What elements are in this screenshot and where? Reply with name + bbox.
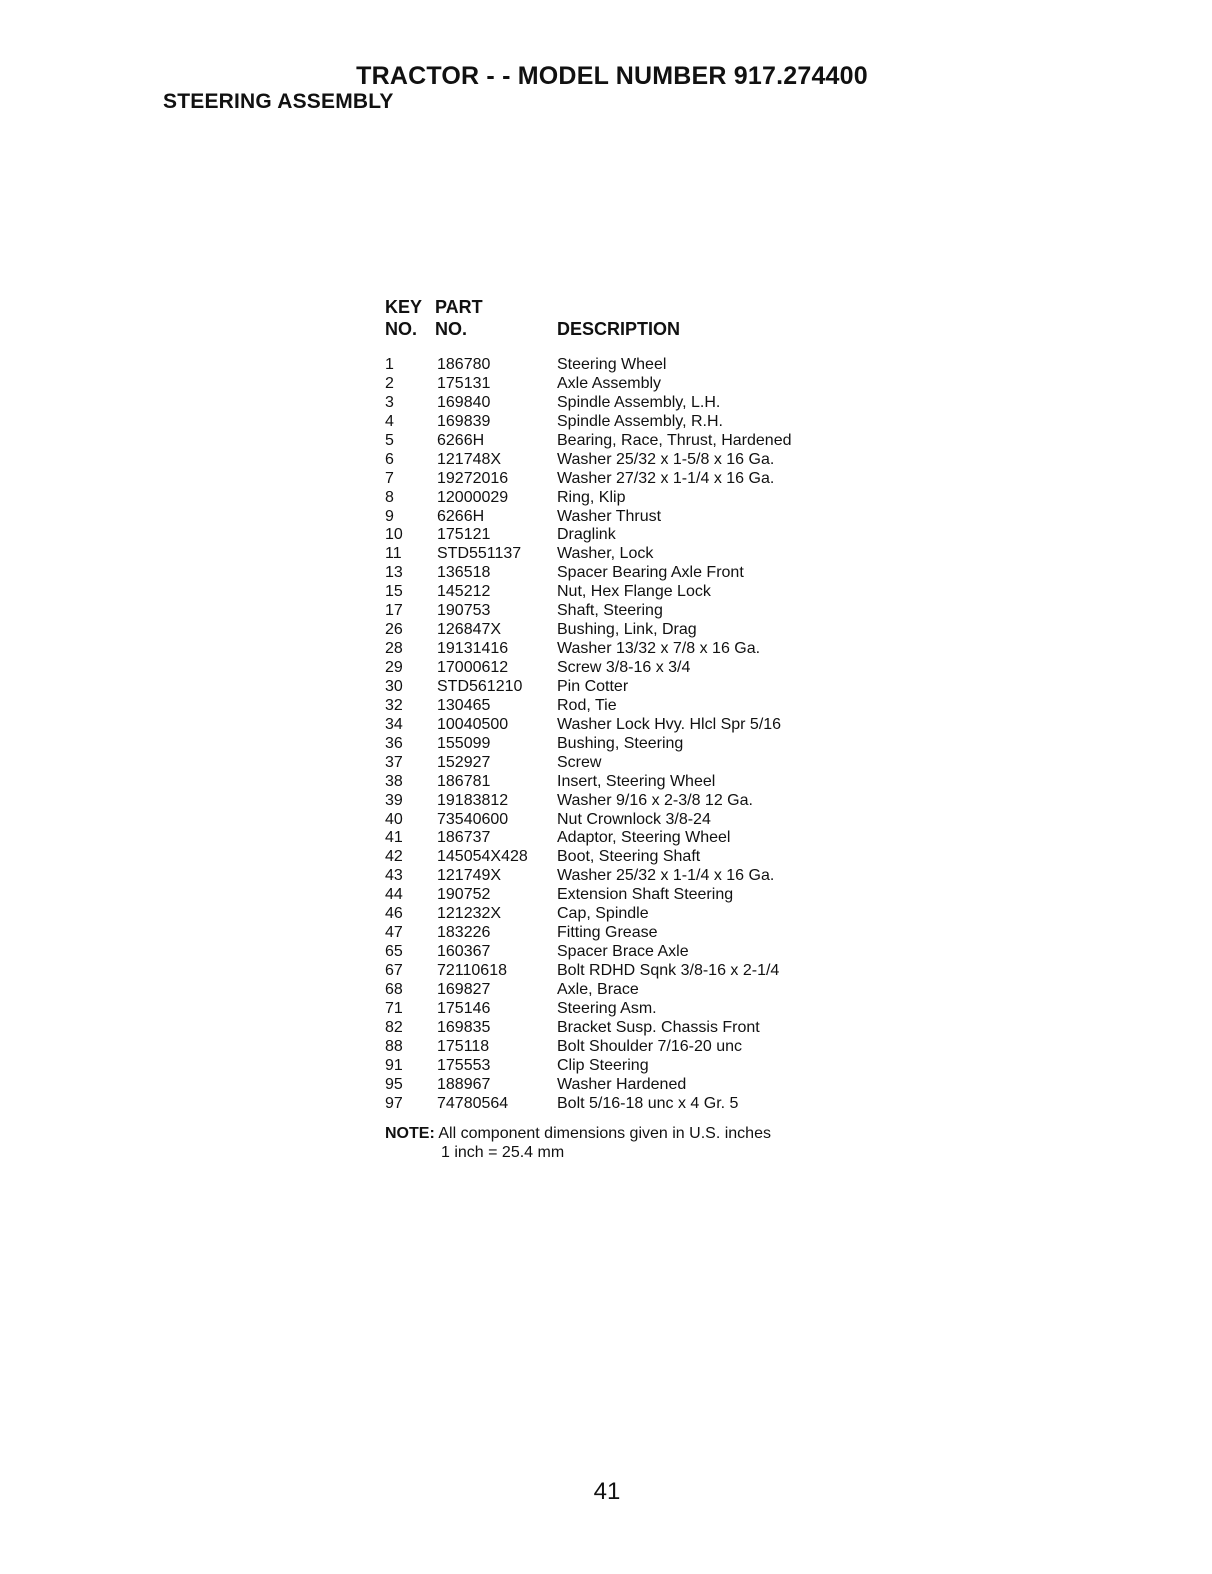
note-conversion: 1 inch = 25.4 mm (441, 1144, 565, 1161)
part-number: 175121 (437, 526, 491, 544)
table-row (385, 678, 855, 697)
part-number: 169839 (437, 412, 491, 430)
part-description: Bracket Susp. Chassis Front (557, 1018, 760, 1036)
part-description: Spindle Assembly, R.H. (557, 412, 723, 430)
page-number: 41 (593, 1478, 621, 1505)
part-number: 74780564 (437, 1094, 509, 1112)
part-number: 175553 (437, 1056, 491, 1074)
key-number: 44 (385, 886, 403, 904)
key-number: 41 (385, 829, 403, 847)
part-description: Fitting Grease (557, 924, 658, 942)
part-description: Axle Assembly (557, 374, 662, 392)
part-description: Washer 25/32 x 1-5/8 x 16 Ga. (557, 450, 775, 468)
header-part-line1: PART (435, 297, 483, 317)
part-number: 190753 (437, 602, 491, 620)
table-row (385, 924, 855, 943)
part-number: 183226 (437, 924, 491, 942)
part-description: Nut Crownlock 3/8-24 (557, 810, 711, 828)
table-row (385, 489, 855, 508)
note-label: NOTE: (385, 1125, 435, 1142)
part-number: 175146 (437, 999, 491, 1017)
part-description: Bushing, Link, Drag (557, 621, 697, 639)
part-number: 169835 (437, 1018, 491, 1036)
key-number: 32 (385, 696, 403, 714)
table-row (385, 526, 855, 545)
part-description: Bearing, Race, Thrust, Hardened (557, 431, 792, 449)
note-text: All component dimensions given in U.S. inches (438, 1125, 771, 1142)
part-number: 72110618 (437, 962, 507, 979)
part-number: 19183812 (437, 791, 509, 809)
part-description: Cap, Spindle (557, 905, 649, 923)
part-description: Ring, Klip (557, 488, 626, 506)
key-number: 95 (385, 1075, 403, 1093)
key-number: 68 (385, 980, 403, 998)
table-row (385, 754, 855, 773)
table-row (385, 1057, 855, 1076)
part-description: Washer Thrust (557, 507, 662, 525)
part-description: Adaptor, Steering Wheel (557, 829, 731, 847)
part-description: Bolt 5/16-18 unc x 4 Gr. 5 (557, 1094, 739, 1112)
part-description: Washer 25/32 x 1-1/4 x 16 Ga. (557, 867, 775, 885)
part-description: Spacer Brace Axle (557, 943, 689, 961)
part-number: 186737 (437, 829, 491, 847)
table-row (385, 981, 855, 1000)
part-number: 121749X (437, 867, 502, 885)
part-description: Screw 3/8-16 x 3/4 (557, 659, 691, 676)
section-title: STEERING ASSEMBLY (163, 90, 394, 113)
parts-list-table (385, 296, 855, 1114)
table-row (385, 1038, 855, 1057)
part-number: 130465 (437, 696, 491, 714)
table-header (385, 296, 855, 356)
key-number: 10 (385, 526, 403, 544)
key-number: 47 (385, 924, 403, 942)
table-row (385, 375, 855, 394)
table-row (385, 962, 855, 981)
part-description: Steering Asm. (557, 999, 657, 1017)
part-number: 145212 (437, 583, 491, 601)
table-row (385, 564, 855, 583)
part-description: Washer Hardened (557, 1075, 687, 1093)
part-description: Screw (557, 753, 602, 771)
part-number: 188967 (437, 1075, 491, 1093)
part-description: Axle, Brace (557, 980, 639, 998)
part-description: Insert, Steering Wheel (557, 772, 716, 790)
table-row (385, 583, 855, 602)
key-number: 3 (385, 393, 394, 411)
part-number: 169827 (437, 980, 491, 998)
table-row (385, 470, 855, 489)
key-number: 43 (385, 867, 403, 885)
key-number: 11 (385, 545, 402, 563)
part-number: 10040500 (437, 715, 509, 733)
table-row (385, 413, 855, 432)
table-row (385, 716, 855, 735)
header-description: DESCRIPTION (557, 319, 681, 339)
key-number: 38 (385, 772, 403, 790)
key-number: 88 (385, 1037, 403, 1055)
key-number: 15 (385, 583, 403, 601)
key-number: 26 (385, 621, 403, 639)
note (385, 1124, 771, 1143)
header-key-line2: NO. (385, 319, 418, 339)
table-row (385, 621, 855, 640)
key-number: 67 (385, 962, 403, 979)
part-description: Washer, Lock (557, 545, 654, 563)
key-number: 6 (385, 450, 394, 468)
table-row (385, 1000, 855, 1019)
key-number: 1 (385, 356, 394, 373)
key-number: 71 (385, 999, 403, 1017)
key-number: 82 (385, 1018, 403, 1036)
page-title: TRACTOR - - MODEL NUMBER 917.274400 (356, 62, 868, 90)
part-number: 175118 (437, 1037, 490, 1055)
part-description: Bushing, Steering (557, 734, 684, 752)
part-number: 19272016 (437, 469, 509, 487)
part-number: 160367 (437, 943, 491, 961)
key-number: 36 (385, 734, 403, 752)
table-row (385, 545, 855, 564)
table-row (385, 432, 855, 451)
table-row (385, 697, 855, 716)
key-number: 29 (385, 659, 403, 676)
table-row (385, 394, 855, 413)
table-row (385, 848, 855, 867)
key-number: 8 (385, 488, 394, 506)
part-description: Shaft, Steering (557, 602, 663, 620)
part-number: 175131 (437, 374, 491, 392)
table-body (385, 356, 855, 1114)
part-number: STD561210 (437, 677, 523, 695)
part-description: Bolt RDHD Sqnk 3/8-16 x 2-1/4 (557, 962, 780, 979)
part-description: Spindle Assembly, L.H. (557, 393, 721, 411)
header-key-line1: KEY (385, 297, 423, 317)
part-number: 12000029 (437, 488, 509, 506)
table-row (385, 811, 855, 830)
part-description: Washer 9/16 x 2-3/8 12 Ga. (557, 791, 753, 809)
part-description: Washer Lock Hvy. Hlcl Spr 5/16 (557, 715, 782, 733)
part-number: 152927 (437, 753, 491, 771)
key-number: 9 (385, 507, 394, 525)
key-number: 4 (385, 412, 394, 430)
table-row (385, 1076, 855, 1095)
table-row (385, 735, 855, 754)
table-row (385, 356, 855, 375)
key-number: 65 (385, 943, 403, 961)
part-number: 190752 (437, 886, 491, 904)
part-description: Nut, Hex Flange Lock (557, 583, 711, 601)
part-number: 121232X (437, 905, 502, 923)
table-row (385, 1019, 855, 1038)
table-row (385, 602, 855, 621)
key-number: 7 (385, 469, 394, 487)
part-description: Clip Steering (557, 1056, 649, 1074)
key-number: 5 (385, 431, 394, 449)
key-number: 97 (385, 1094, 403, 1112)
part-description: Bolt Shoulder 7/16-20 unc (557, 1037, 743, 1055)
table-row (385, 659, 855, 678)
part-number: 121748X (437, 450, 502, 468)
part-number: 73540600 (437, 810, 509, 828)
part-description: Pin Cotter (557, 677, 629, 695)
table-row (385, 867, 855, 886)
header-part-line2: NO. (435, 319, 468, 339)
part-number: 17000612 (437, 659, 509, 676)
part-number: 169840 (437, 393, 491, 411)
part-description: Spacer Bearing Axle Front (557, 564, 744, 582)
table-row (385, 640, 855, 659)
part-description: Steering Wheel (557, 356, 667, 373)
part-description: Extension Shaft Steering (557, 886, 734, 904)
key-number: 46 (385, 905, 403, 923)
table-row (385, 886, 855, 905)
key-number: 42 (385, 848, 403, 866)
part-number: 19131416 (437, 640, 509, 658)
part-number: 186780 (437, 356, 491, 373)
key-number: 30 (385, 677, 403, 695)
table-row (385, 773, 855, 792)
table-row (385, 508, 855, 527)
table-row (385, 792, 855, 811)
table-row (385, 905, 855, 924)
part-number: 6266H (437, 507, 485, 525)
key-number: 34 (385, 715, 403, 733)
key-number: 39 (385, 791, 403, 809)
part-number: STD551137 (437, 545, 522, 563)
part-description: Draglink (557, 526, 616, 544)
part-description: Washer 13/32 x 7/8 x 16 Ga. (557, 640, 761, 658)
part-number: 145054X428 (437, 848, 528, 866)
key-number: 13 (385, 564, 403, 582)
part-description: Washer 27/32 x 1-1/4 x 16 Ga. (557, 469, 775, 487)
key-number: 2 (385, 374, 394, 392)
key-number: 37 (385, 753, 403, 771)
key-number: 91 (385, 1056, 403, 1074)
table-row (385, 943, 855, 962)
table-row (385, 1095, 855, 1114)
part-description: Rod, Tie (557, 696, 617, 714)
part-number: 186781 (437, 772, 491, 790)
key-number: 40 (385, 810, 403, 828)
table-row (385, 451, 855, 470)
part-number: 155099 (437, 734, 491, 752)
part-number: 6266H (437, 431, 485, 449)
table-row (385, 829, 855, 848)
part-number: 126847X (437, 621, 502, 639)
key-number: 28 (385, 640, 403, 658)
part-number: 136518 (437, 564, 491, 582)
part-description: Boot, Steering Shaft (557, 848, 701, 866)
key-number: 17 (385, 602, 403, 620)
